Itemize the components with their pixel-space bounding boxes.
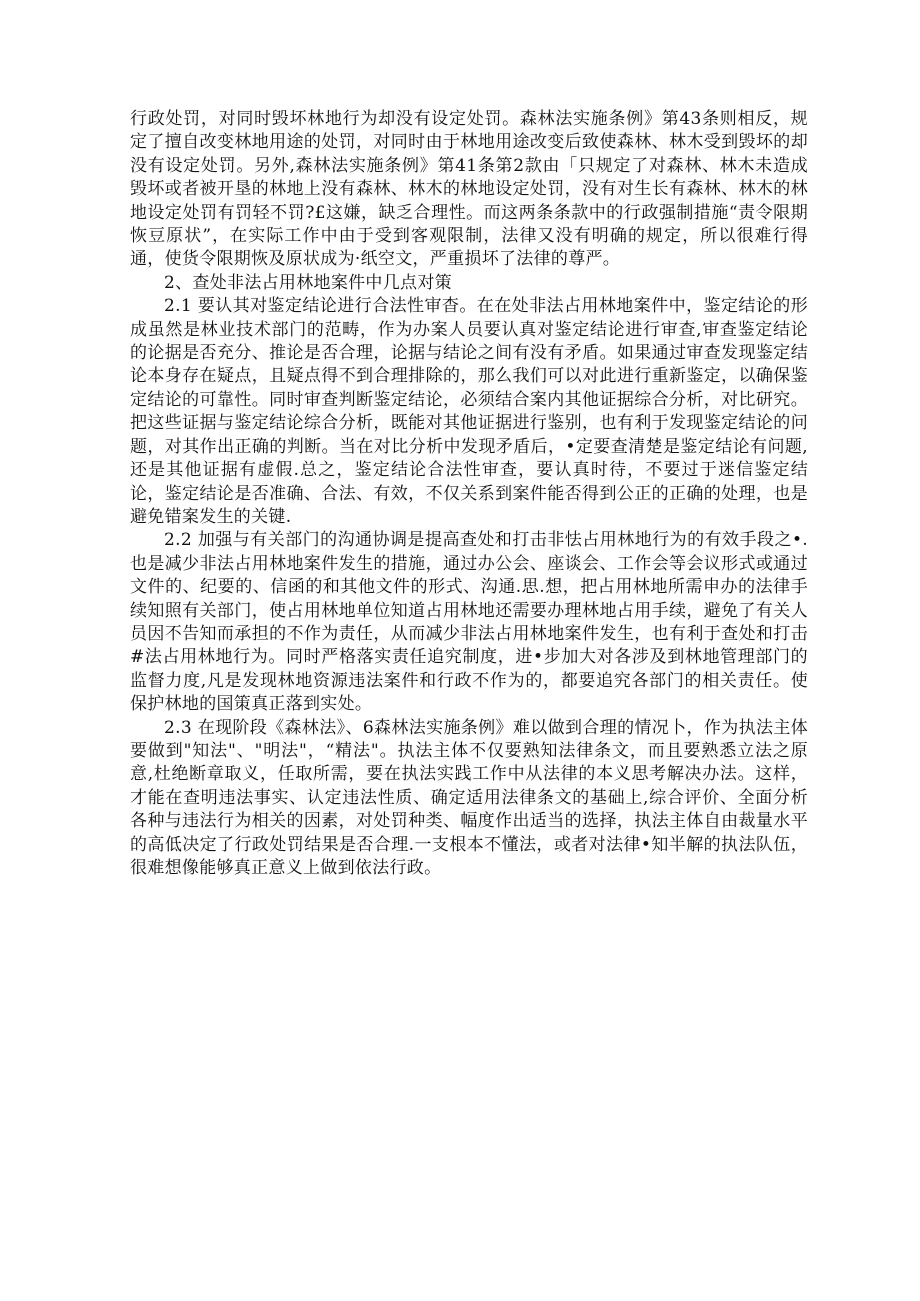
paragraph-2-1-appraisal-review: 2.1 要认其对鉴定结论进行合法性审杳。在在处非法占用林地案件中，鉴定结论的形成虽然是林业技术部门的范畴，作为办案人员要认真对鉴定结论进行审查,审查鉴定结论的论据是否充分、推论是否合理，论据与结论之间有没有矛盾。如果通过审查发现鉴定结论本身存在疑点，且疑点得不到合理排除的，那么我们可以对此进行重新鉴定，以确保鉴定结论的可靠性。同时审查判断鉴定结论，必须结合案内其他证据综合分析，对比研究。把这些证据与鉴定结论综合分析，既能对其他证据进行鉴别，也有利于发现鉴定结论的问题，对其作出正确的判断。当在对比分析中发现矛盾后，•定要查清楚是鉴定结论有问题,还是其他证据有虚假.总之，鉴定结论合法性审查，要认真时待，不要过于迷信鉴定结论，鉴定结论是否准确、合法、有效，不仅关系到案件能否得到公正的正确的处理，也是避免错案发生的关键. (130, 296, 808, 527)
section-heading-countermeasures: 2、查处非法占用林地案件中几点对策 (164, 272, 452, 293)
paragraph-2-2-coordination: 2.2 加强与有关部门的沟通协调是提高查处和打击非怯占用林地行为的有效手段之•.也是减少非法占用林地案件发生的措施，通过办公会、座谈会、工作会等会议形式或通过文件的、纪要的、信函的和其他文件的形式、沟通.思.想，把占用林地所需申办的法律手续知照有关部门，使占用林地单位知道占用林地还需要办理林地占用手续，避免了有关人员因不告知而承担的不作为责任，从而减少非法占用林地案件发生，也有利于查处和打击#法占用林地行为。同时严格落实责任追究制度，进•步加大对各涉及到林地管理部门的监督力度,凡是发现林地资源违法案件和行政不作为的，都要追究各部门的相关责任。使保护林地的国策真正落到实处。 (130, 530, 808, 715)
document-body (130, 108, 808, 880)
paragraph-2-3-law-enforcement: 2.3 在现阶段《森林法》、6森林法实施条例》难以做到合理的情况卜，作为执法主体要做到"知法"、"明法"，“精法"。执法主体不仅要熟知法律条文，而且要熟悉立法之原意,杜绝断章取义，任取所需，要在执法实践工作中从法律的本义思考解决办法。这样，才能在查明违法事实、认定违法性质、确定适用法律条文的基础上,综合评价、全面分析各种与违法行为相关的因素，对处罚种类、幅度作出适当的选择，执法主体自由裁量水平的高低决定了行政处罚结果是否合理.一支根本不懂法，或者对法律•知半解的执法队伍，很难想像能够真正意义上做到依法行政。 (130, 717, 808, 878)
paragraph-continued-penalty-analysis: 行政处罚，对同时毁坏林地行为却没有设定处罚。森林法实施条例》第43条则相反，规定了擅自改变林地用途的处罚，对同时由于林地用途改变后致使森林、林木受到毁坏的却没有设定处罚。另外,森林法实施条例》第41条第2款由「只规定了对森林、林木未造成毁坏或者被开垦的林地上没有森林、林木的林地设定处罚，没有对生长有森林、林木的林地设定处罚有罚轻不罚?£这嫌，缺乏合理性。而这两条条款中的行政强制措施“责令限期恢豆原状”，在实际工作中由于受到客观限制，法律又没有明确的规定，所以很难行得通，使货令限期恢及原状成为·纸空文，严重损坏了法律的尊严。 (130, 109, 808, 270)
